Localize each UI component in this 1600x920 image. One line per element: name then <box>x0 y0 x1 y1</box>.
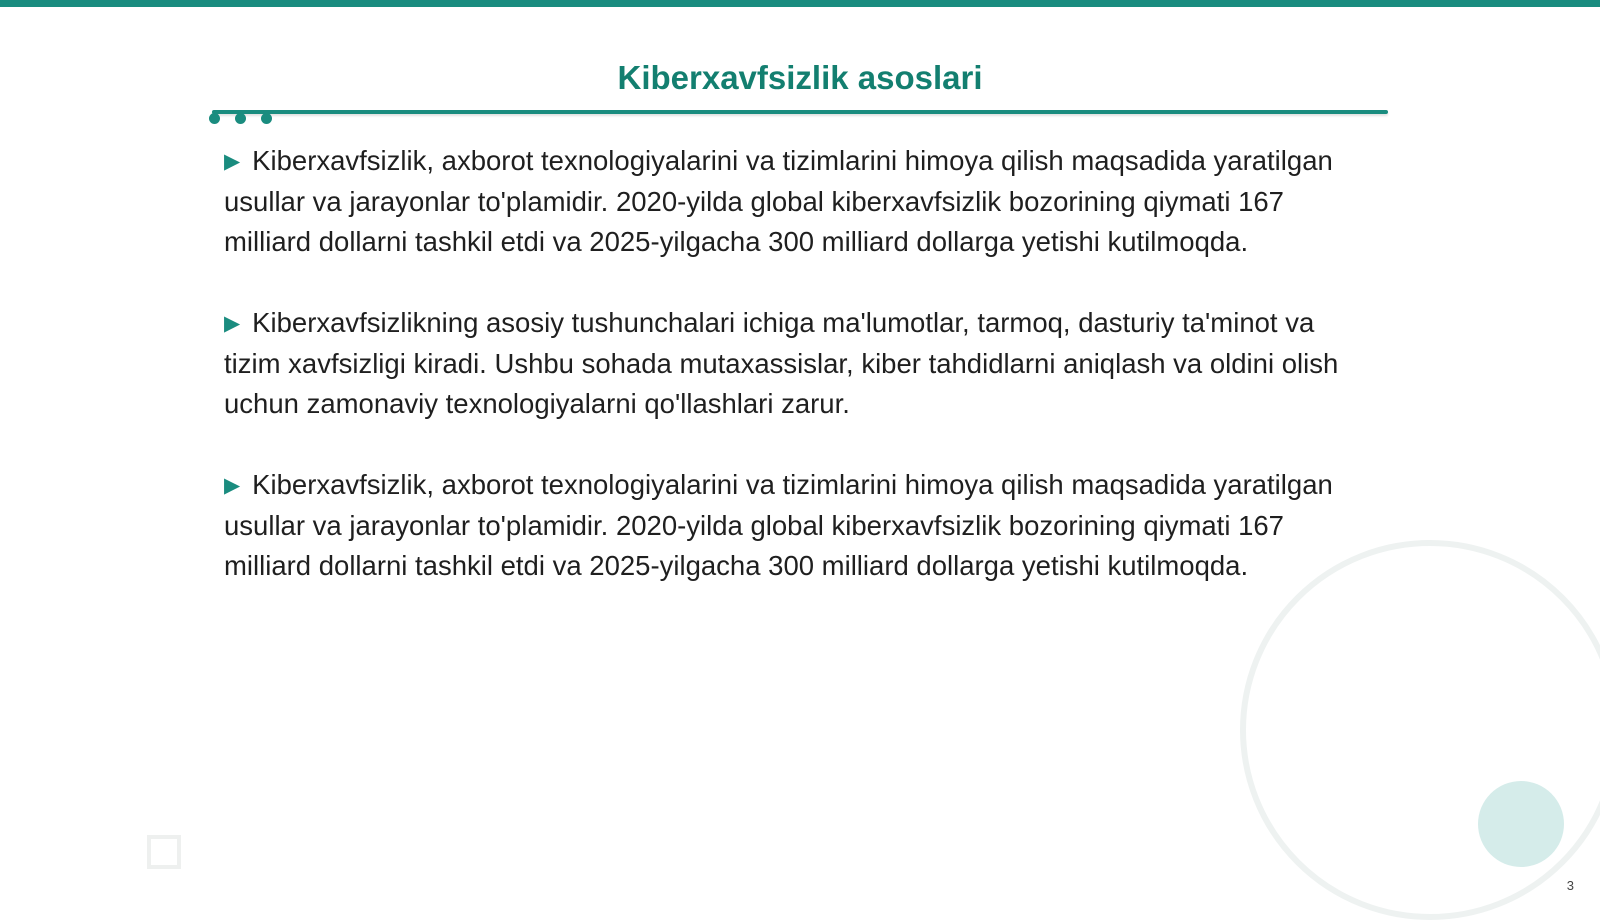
decor-dot <box>261 113 272 124</box>
triangle-right-icon: ▶ <box>224 150 241 173</box>
bullet-text: Kiberxavfsizlik, axborot texnologiyalarini va tizimlarini himoya qilish maqsadida yaratilgan usullar va jarayonlar to'plamidir. 2020-yilda global kiberxavfsizlik bozorining qiymati 167 milliard dollarni tashkil etdi va 2025-yilgacha 300 milliard dollarga yetishi kutilmoqda. <box>224 145 1333 257</box>
slide-title: Kiberxavfsizlik asoslari <box>617 59 983 96</box>
title-underline <box>212 110 1388 114</box>
bullet-text: Kiberxavfsizlikning asosiy tushunchalari ichiga ma'lumotlar, tarmoq, dasturiy ta'minot va tizim xavfsizligi kiradi. Ushbu sohada mutaxassislar, kiber tahdidlarni aniqlash va oldini olish uchun zamonaviy texnologiyalarni qo'llashlari zarur. <box>224 307 1339 419</box>
decor-circle <box>1478 781 1564 867</box>
page-number: 3 <box>1566 878 1574 893</box>
bullet-list <box>224 141 1354 627</box>
top-accent-bar <box>0 0 1600 7</box>
bullet-item <box>224 303 1354 424</box>
bullet-item <box>224 465 1354 586</box>
decor-ring <box>1240 540 1600 920</box>
triangle-right-icon: ▶ <box>224 312 241 335</box>
bullet-item <box>224 141 1354 262</box>
decor-square <box>147 835 181 869</box>
bullet-text: Kiberxavfsizlik, axborot texnologiyalarini va tizimlarini himoya qilish maqsadida yaratilgan usullar va jarayonlar to'plamidir. 2020-yilda global kiberxavfsizlik bozorining qiymati 167 milliard dollarni tashkil etdi va 2025-yilgacha 300 milliard dollarga yetishi kutilmoqda. <box>224 469 1333 581</box>
decor-dot <box>209 113 220 124</box>
triangle-right-icon: ▶ <box>224 474 241 497</box>
decor-dot <box>235 113 246 124</box>
